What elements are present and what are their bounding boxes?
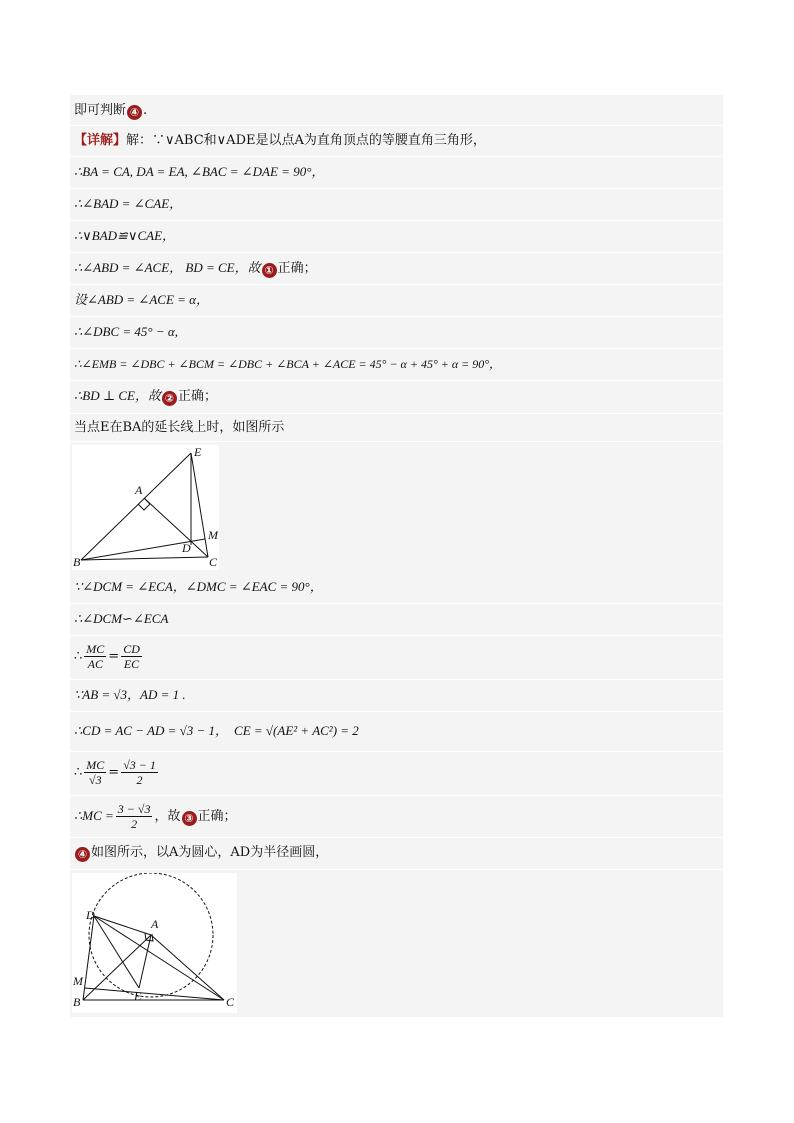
numerator: MC (86, 758, 105, 772)
line-13 (70, 603, 723, 636)
text: ∵∠DCM = ∠ECA，∠DMC = ∠EAC = 90°， (74, 579, 323, 594)
label-E: E (194, 445, 202, 459)
line-17 (70, 751, 723, 796)
circled-number: ① (262, 263, 277, 278)
line-1 (70, 95, 723, 126)
segment-AE (139, 935, 151, 988)
text: ∴∠DBC = 45° − α, (74, 324, 178, 339)
line-19 (70, 837, 723, 870)
denominator: EC (123, 657, 140, 671)
circled-number: ③ (182, 811, 197, 826)
line-8 (70, 316, 723, 349)
line-3 (70, 156, 723, 189)
label-A: A (135, 483, 143, 497)
text: ∴∠ABD = ∠ACE， BD = CE，故 (74, 260, 261, 275)
label-C: C (226, 995, 235, 1009)
text: = (108, 649, 120, 664)
right-angle-mark (138, 498, 150, 510)
line-4 (70, 188, 723, 221)
label-C: C (209, 555, 218, 569)
text: ，故 (154, 809, 181, 824)
figure-1-svg (72, 445, 219, 570)
text: 解：∵∨ABC和∨ADE是以点A为直角顶点的等腰直角三角形， (126, 133, 486, 148)
segment-AC (151, 935, 224, 1000)
line-16 (70, 711, 723, 752)
text: . (143, 103, 148, 118)
fraction (116, 802, 153, 831)
circled-number: ④ (75, 847, 90, 862)
text: 正确； (177, 389, 217, 404)
line-2 (70, 125, 723, 157)
label-M: M (73, 974, 83, 988)
label-D: D (182, 541, 191, 555)
text: ∴∠DCM∽∠ECA (74, 611, 169, 626)
fraction (84, 642, 106, 671)
text: ∴ (74, 765, 83, 780)
geometry-figure-1 (72, 445, 219, 570)
geometry-figure-2 (72, 873, 237, 1013)
text: CE = √(AE² + AC²) = 2 (234, 723, 359, 738)
denominator: 2 (136, 773, 143, 787)
text: 正确； (277, 261, 317, 276)
segment-DC (94, 916, 224, 1000)
text: 即可判断 (74, 103, 127, 118)
text: = (108, 765, 120, 780)
numerator: MC (86, 642, 105, 656)
text: ∴CD = AC − AD = √3 − 1， (74, 723, 229, 738)
line-9 (70, 348, 723, 381)
label-B: B (73, 995, 81, 1009)
line-11 (70, 413, 723, 442)
circled-number: ② (162, 391, 177, 406)
segment-MC (85, 988, 224, 1000)
label-D: D (86, 908, 95, 922)
line-12 (70, 571, 723, 604)
fraction (121, 758, 158, 787)
fraction (121, 642, 142, 671)
text: 当点E在BA的延长线上时，如图所示 (74, 420, 285, 435)
label-E: E (134, 989, 142, 1003)
circled-number: ④ (127, 105, 142, 120)
segment-DB (83, 916, 94, 1000)
text: ∴ (74, 649, 83, 664)
text: ∴MC = (74, 808, 114, 823)
line-7 (70, 284, 723, 317)
text: ∴BA = CA, DA = EA, ∠BAC = ∠DAE = 90°， (74, 164, 325, 179)
text: 如图所示，以A为圆心，AD为半径画圆， (91, 845, 329, 860)
text: ∴∠BAD = ∠CAE， (74, 196, 183, 211)
numerator: √3 − 1 (123, 758, 156, 772)
text: ∵AB = √3，AD = 1 . (74, 687, 186, 702)
line-18 (70, 795, 723, 838)
segment-DA (94, 916, 151, 935)
segment-DE (94, 916, 139, 988)
label-A: A (151, 917, 159, 931)
denominator: AC (87, 657, 103, 671)
line-10 (70, 380, 723, 414)
denominator: 2 (131, 817, 138, 831)
text: ∴BD ⊥ CE，故 (74, 388, 161, 403)
denominator: √3 (88, 773, 102, 787)
detail-tag: 【详解】 (74, 133, 127, 148)
line-6 (70, 252, 723, 285)
fraction (84, 758, 106, 787)
line-5 (70, 220, 723, 253)
label-M: M (208, 528, 218, 542)
document-page (70, 95, 723, 1017)
label-B: B (73, 555, 81, 569)
text: 设∠ABD = ∠ACE = α， (74, 292, 209, 307)
line-14 (70, 635, 723, 680)
figure-2-svg (72, 873, 237, 1013)
text: 正确； (197, 809, 237, 824)
segment-BC (81, 557, 208, 560)
numerator: CD (123, 642, 140, 656)
numerator: 3 − √3 (117, 802, 151, 816)
text: ∴∨BAD≌∨CAE， (74, 228, 176, 243)
text: ∴∠EMB = ∠DBC + ∠BCM = ∠DBC + ∠BCA + ∠ACE = 45° − α + 45° + α = 90°， (74, 357, 502, 371)
line-15 (70, 679, 723, 712)
